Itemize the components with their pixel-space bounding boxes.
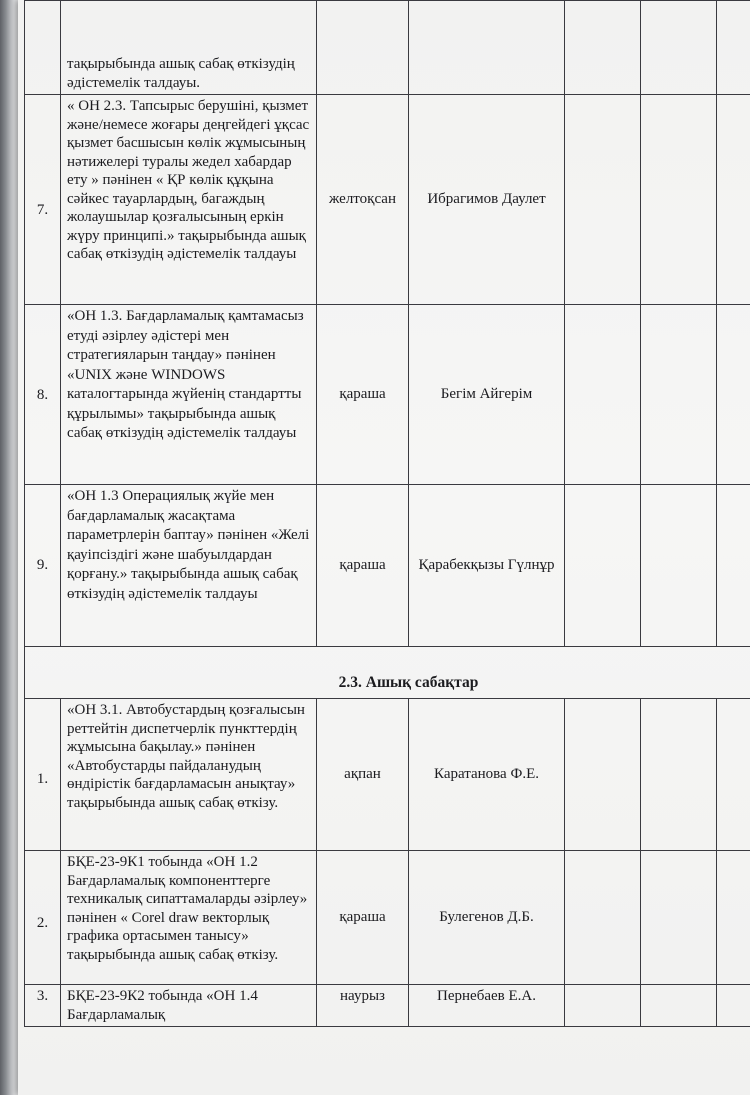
row-number [25, 1, 61, 95]
row-number: 3. [25, 985, 61, 1027]
empty-cell [641, 485, 717, 647]
row-person: Каратанова Ф.Е. [409, 699, 565, 851]
row-topic: «ОН 1.3 Операциялық жүйе мен бағдарламалық жасақтама параметрлерін баптау» пәнінен «Желі қауіпсіздігі және шабуылдардан қорғану.» тақырыбында ашық сабақ өткізудің әдістемелік талдауы [61, 485, 317, 647]
row-number: 9. [25, 485, 61, 647]
row-person: Ибрагимов Даулет [409, 95, 565, 305]
row-topic [61, 1, 317, 95]
empty-cell [641, 1, 717, 95]
row-person: Булегенов Д.Б. [409, 851, 565, 985]
row-topic: «ОН 1.3. Бағдарламалық қамтамасыз етуді әзірлеу әдістері мен стратегияларын таңдау» пәнінен «UNIX және WINDOWS каталогтарында жүйенің стандартты құрылымы» тақырыбында ашық сабақ өткізудің әдістемелік талдауы [61, 305, 317, 485]
row-person: Пернебаев Е.А. [409, 985, 565, 1027]
empty-cell [641, 95, 717, 305]
empty-cell [717, 1, 750, 95]
row-person [409, 1, 565, 95]
empty-cell [565, 699, 641, 851]
row-month [317, 1, 409, 95]
document-page [18, 0, 750, 1095]
row-month: наурыз [317, 985, 409, 1027]
row-number: 7. [25, 95, 61, 305]
plan-table [24, 0, 750, 1027]
row-number: 8. [25, 305, 61, 485]
row-topic: « ОН 2.3. Тапсырыс берушіні, қызмет және/немесе жоғары деңгейдегі ұқсас қызмет басшысын көлік жұмысының нәтижелері туралы жедел хабардар ету » пәнінен « ҚР көлік құқына сәйкес тауарлардың, багаждың жолаушылар қозғалысының еркін жүру принципі.» тақырыбында ашық сабақ өткізудің әдістемелік талдауы [61, 95, 317, 305]
table-row [25, 851, 750, 985]
empty-cell [641, 851, 717, 985]
table-row [25, 985, 750, 1027]
topic-text: тақырыбында ашық сабақ өткізудің әдістемелік талдауы. [67, 56, 295, 91]
empty-cell [565, 985, 641, 1027]
empty-cell [717, 851, 750, 985]
table-row [25, 1, 750, 95]
empty-cell [565, 851, 641, 985]
row-number: 1. [25, 699, 61, 851]
empty-cell [565, 95, 641, 305]
empty-cell [565, 485, 641, 647]
section-title: 2.3. Ашық сабақтар [25, 647, 750, 699]
empty-cell [717, 985, 750, 1027]
empty-cell [641, 699, 717, 851]
row-topic: «ОН 3.1. Автобустардың қозғалысын реттейтін диспетчерлік пункттердің жұмысына бақылау.» пәнінен «Автобустарды пайдаланудың өндірістік бағдарламасын анықтау» тақырыбында ашық сабақ өткізу. [61, 699, 317, 851]
row-month: желтоқсан [317, 95, 409, 305]
row-month: қараша [317, 851, 409, 985]
row-number: 2. [25, 851, 61, 985]
empty-cell [717, 305, 750, 485]
empty-cell [641, 305, 717, 485]
empty-cell [641, 985, 717, 1027]
row-topic: БҚЕ-23-9К2 тобында «ОН 1.4 Бағдарламалық [61, 985, 317, 1027]
empty-cell [565, 1, 641, 95]
row-person: Қарабекқызы Гүлнұр [409, 485, 565, 647]
row-person: Бегім Айгерім [409, 305, 565, 485]
section-row [25, 647, 750, 699]
row-month: қараша [317, 305, 409, 485]
empty-cell [717, 485, 750, 647]
empty-cell [717, 699, 750, 851]
table-row [25, 485, 750, 647]
table-row [25, 95, 750, 305]
table-row [25, 305, 750, 485]
row-month: ақпан [317, 699, 409, 851]
row-month: қараша [317, 485, 409, 647]
empty-cell [565, 305, 641, 485]
empty-cell [717, 95, 750, 305]
row-topic: БҚЕ-23-9К1 тобында «ОН 1.2 Бағдарламалық компоненттерге техникалық сипаттамаларды әзірлеу» пәнінен « Corel draw векторлық графика ортасымен танысу» тақырыбында ашық сабақ өткізу. [61, 851, 317, 985]
table-row [25, 699, 750, 851]
